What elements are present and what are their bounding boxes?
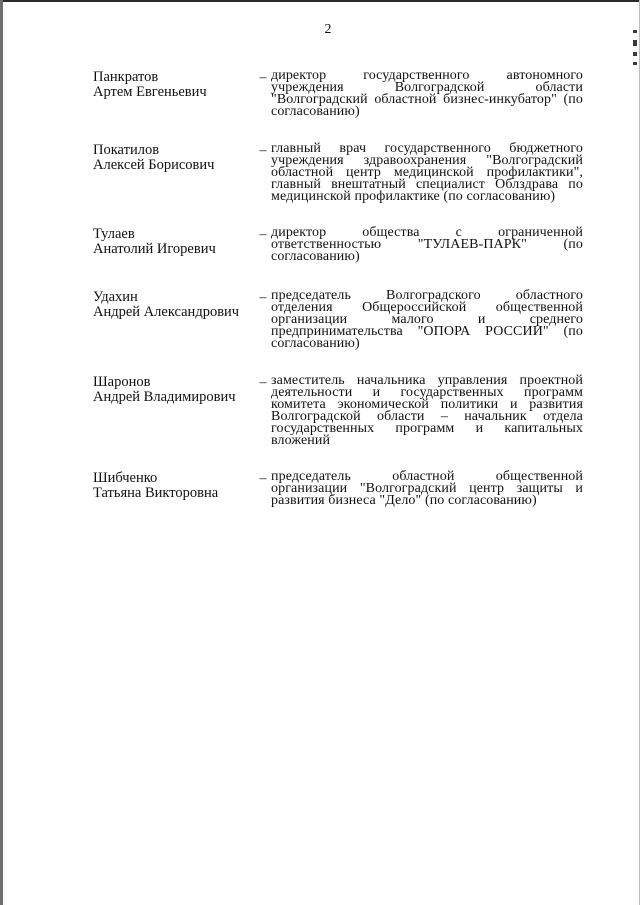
scan-mark [633,40,637,46]
member-entry [93,227,583,263]
scan-mark [633,62,637,65]
member-surname: Шибченко [93,470,158,486]
member-dash: – [259,70,267,85]
member-name [93,290,255,350]
member-position: директор общества с ограниченной ответственностью "ТУЛАЕВ-ПАРК" (по согласованию) [271,225,583,264]
member-given-names: Татьяна Викторовна [93,485,219,501]
member-given-names: Артем Евгеньевич [93,84,207,100]
member-name [93,70,255,118]
scan-mark [633,52,637,56]
member-given-names: Алексей Борисович [93,157,215,173]
member-entry [93,143,583,203]
member-surname: Тулаев [93,226,135,242]
member-dash: – [259,471,267,486]
member-dash: – [259,290,267,305]
member-dash: – [259,227,267,242]
scan-top-edge [0,0,640,2]
member-surname: Покатилов [93,142,160,158]
scan-left-edge [0,0,3,905]
page-number: 2 [324,22,332,37]
member-surname: Удахин [93,289,138,305]
member-dash: – [259,143,267,158]
member-position: председатель Волгоградского областного отделения Общероссийской общественной организации малого и среднего предпринимательства "ОПОРА РОССИИ" (по согласованию) [271,288,583,351]
member-entry [93,290,583,350]
member-given-names: Андрей Владимирович [93,389,236,405]
member-entry [93,471,583,507]
member-list [93,70,583,533]
member-position: главный врач государственного бюджетного учреждения здравоохранения "Волгоградский областной центр медицинской профилактики", главный внештатный специалист Облздрава по медицинской профилактике (по согласованию) [271,141,583,204]
member-given-names: Андрей Александрович [93,304,240,320]
member-name [93,375,255,447]
member-surname: Шаронов [93,374,151,390]
member-name [93,471,255,507]
member-entry [93,375,583,447]
member-name [93,143,255,203]
member-position: председатель областной общественной организации "Волгоградский центр защиты и развития бизнеса "Дело" (по согласованию) [271,469,583,508]
member-position: заместитель начальника управления проектной деятельности и государственных программ комитета экономической политики и развития Волгоградской области – начальник отдела государственных программ и капитальных вложений [271,373,583,448]
member-surname: Панкратов [93,69,159,85]
member-given-names: Анатолий Игоревич [93,241,216,257]
member-name [93,227,255,263]
member-dash: – [259,375,267,390]
member-position: директор государственного автономного учреждения Волгоградской области "Волгоградский областной бизнес-инкубатор" (по согласованию) [271,68,583,119]
member-entry [93,70,583,118]
